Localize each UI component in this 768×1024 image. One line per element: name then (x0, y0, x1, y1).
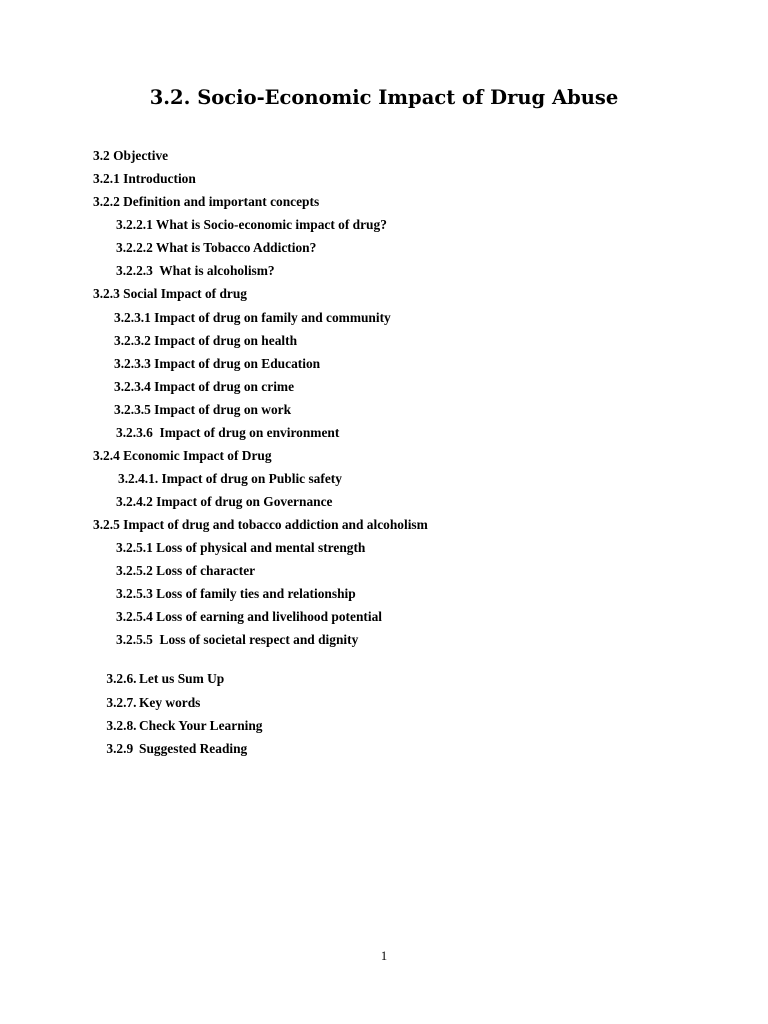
toc-item-health: 3.2.3.2 Impact of drug on health (114, 333, 298, 348)
toc-item-governance: 3.2.4.2 Impact of drug on Governance (116, 494, 333, 509)
toc-item-introduction: 3.2.1 Introduction (93, 171, 196, 186)
toc-item-number: 3.2.7. (106, 695, 137, 710)
toc-item-socio-economic-impact: 3.2.2.1 What is Socio-economic impact of drug? (116, 217, 387, 232)
toc-item-societal-respect: 3.2.5.5 Loss of societal respect and dignity (116, 632, 359, 647)
toc-item-character: 3.2.5.2 Loss of character (116, 563, 256, 578)
toc-item-alcoholism: 3.2.2.3 What is alcoholism? (116, 263, 275, 278)
toc-item-number: 3.2.6. (106, 671, 137, 686)
toc-item-label: Key words (139, 695, 201, 710)
page-title: 3.2. Socio-Economic Impact of Drug Abuse (149, 86, 619, 109)
toc-item-number: 3.2.8. (106, 718, 137, 733)
page-number: 1 (380, 949, 388, 963)
toc-item-crime: 3.2.3.4 Impact of drug on crime (114, 379, 295, 394)
toc-item-number: 3.2.9 (106, 741, 134, 756)
toc-item-definitions: 3.2.2 Definition and important concepts (93, 194, 320, 209)
toc-item-family-ties: 3.2.5.3 Loss of family ties and relationship (116, 586, 356, 601)
toc-item-label: Let us Sum Up (139, 671, 225, 686)
toc-item-work: 3.2.3.5 Impact of drug on work (114, 402, 292, 417)
toc-item-addiction-impact: 3.2.5 Impact of drug and tobacco addiction and alcoholism (93, 517, 428, 532)
toc-item-physical-mental: 3.2.5.1 Loss of physical and mental strength (116, 540, 366, 555)
toc-item-education: 3.2.3.3 Impact of drug on Education (114, 356, 321, 371)
toc-item-economic-impact: 3.2.4 Economic Impact of Drug (93, 448, 272, 463)
toc-item-environment: 3.2.3.6 Impact of drug on environment (116, 425, 340, 440)
toc-item-label: Suggested Reading (139, 741, 248, 756)
toc-item-social-impact: 3.2.3 Social Impact of drug (93, 286, 247, 301)
toc-item-objective: 3.2 Objective (93, 148, 169, 163)
toc-item-earning: 3.2.5.4 Loss of earning and livelihood potential (116, 609, 382, 624)
toc-item-public-safety: 3.2.4.1. Impact of drug on Public safety (118, 471, 342, 486)
toc-item-tobacco-addiction: 3.2.2.2 What is Tobacco Addiction? (116, 240, 317, 255)
toc-item-label: Check Your Learning (139, 718, 263, 733)
toc-item-family-community: 3.2.3.1 Impact of drug on family and community (114, 310, 391, 325)
